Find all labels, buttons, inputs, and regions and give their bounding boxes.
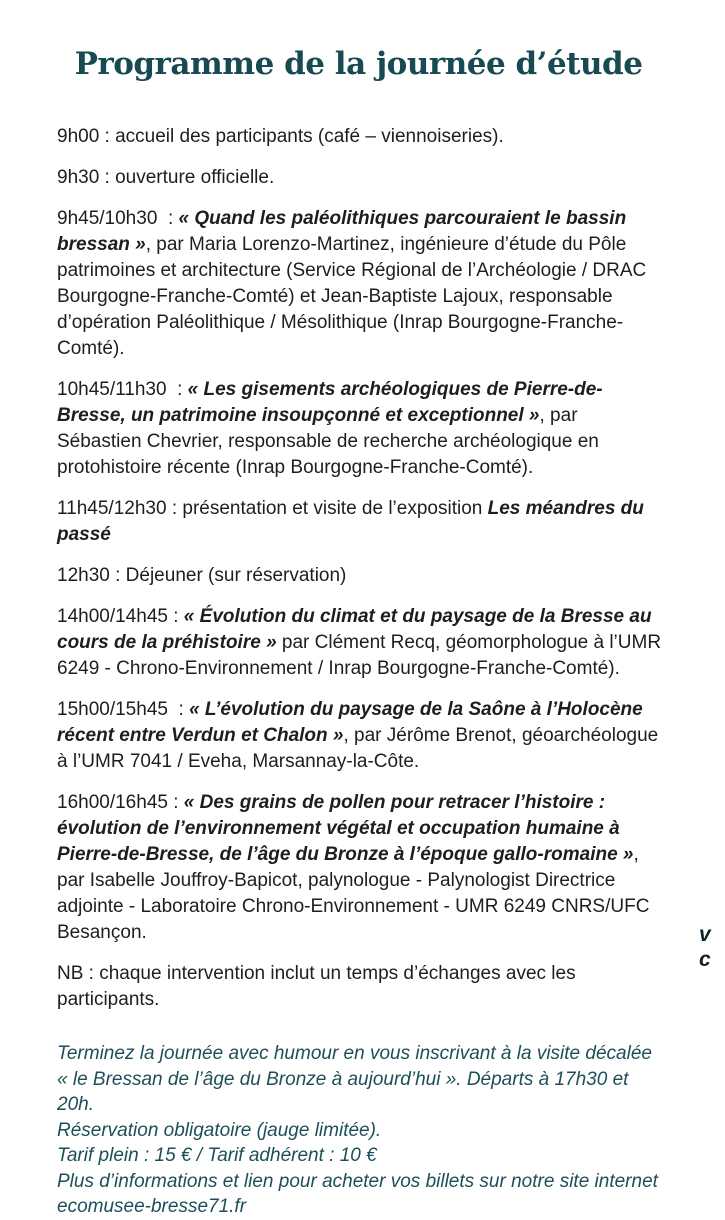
talk-title: « Des grains de pollen pour retracer l’histoire : évolution de l’environnement végétal et occupation humaine à Pierre-de-Bresse, de l’âge du Bronze à l’époque gallo-romaine »: [57, 792, 634, 865]
schedule-text: 12h30 : Déjeuner (sur réservation): [57, 565, 347, 586]
schedule-text: , par Maria Lorenzo-Martinez, ingénieure d’étude du Pôle patrimoines et architecture (Service Régional de l’Archéologie / DRAC Bourgogne-Franche-Comté) et Jean-Baptiste Lajoux, responsable d’opération Paléolithique / Mésolithique (Inrap Bourgogne-Franche-Comté).: [57, 234, 652, 359]
schedule-paragraph: [57, 377, 663, 481]
schedule-text: , par Jérôme Brenot, géoarchéologue à l’UMR 7041 / Eveha, Marsannay-la-Côte.: [57, 725, 664, 772]
schedule-paragraph: [57, 790, 663, 946]
schedule-text: 14h00/14h45 :: [57, 606, 184, 627]
schedule-paragraph: [57, 165, 663, 191]
schedule-text: 16h00/16h45 :: [57, 792, 184, 813]
cutoff-letter: c: [699, 948, 711, 971]
schedule-paragraph: [57, 563, 663, 589]
talk-title: « Quand les paléolithiques parcouraient le bassin bressan »: [57, 208, 632, 255]
closing-note: [57, 1041, 663, 1220]
schedule-text: 11h45/12h30 : présentation et visite de l’exposition: [57, 498, 488, 519]
page-title: Programme de la journée d’étude: [74, 46, 643, 82]
cutoff-letter: v: [699, 923, 711, 946]
closing-note-line: « le Bressan de l’âge du Bronze à aujourd’hui ». Départs à 17h30 et 20h.: [57, 1068, 629, 1115]
cutoff-text-fragment: [699, 922, 725, 972]
closing-note-line: Plus d’informations et lien pour acheter vos billets sur notre site internet: [57, 1170, 658, 1192]
schedule-text: 9h30 : ouverture officielle.: [57, 167, 275, 188]
talk-title: « L’évolution du paysage de la Saône à l’Holocène récent entre Verdun et Chalon »: [57, 699, 649, 746]
schedule-text: par Clément Recq, géomorphologue à l’UMR 6249 - Chrono-Environnement / Inrap Bourgogne-Franche-Comté).: [57, 632, 667, 679]
talk-title: Les méandres du passé: [57, 498, 650, 545]
schedule-text: , par Isabelle Jouffroy-Bapicot, palynologue - Palynologist Directrice adjointe - Laboratoire Chrono-Environnement - UMR 6249 CNRS/UFC Besançon.: [57, 844, 655, 943]
closing-note-line: ecomusee-bresse71.fr: [57, 1196, 247, 1217]
schedule-paragraph: [57, 496, 663, 548]
schedule-text: 9h45/10h30 :: [57, 208, 179, 229]
closing-note-line: Réservation obligatoire (jauge limitée).: [57, 1119, 382, 1141]
schedule-paragraph: [57, 604, 667, 682]
schedule-paragraph: [57, 206, 663, 362]
schedule-paragraph: [57, 124, 663, 150]
schedule-text: 15h00/15h45 :: [57, 699, 190, 720]
schedule-text: 10h45/11h30 :: [57, 379, 188, 400]
schedule-paragraph: [57, 697, 663, 775]
schedule-text: , par Sébastien Chevrier, responsable de recherche archéologique en protohistoire récente (Inrap Bourgogne-Franche-Comté).: [57, 405, 605, 478]
schedule-paragraph: [57, 961, 663, 1013]
schedule-text: 9h00 : accueil des participants (café – viennoiseries).: [57, 126, 504, 147]
schedule: [57, 124, 667, 1013]
talk-title: « Les gisements archéologiques de Pierre-de-Bresse, un patrimoine insoupçonné et exceptionnel »: [57, 379, 603, 426]
program-content: [57, 124, 667, 1220]
closing-note-line: Tarif plein : 15 € / Tarif adhérent : 10 €: [57, 1145, 377, 1166]
schedule-text: NB : chaque intervention inclut un temps d’échanges avec les participants.: [57, 963, 581, 1010]
closing-note-line: Terminez la journée avec humour en vous inscrivant à la visite décalée: [57, 1043, 652, 1064]
talk-title: « Évolution du climat et du paysage de la Bresse au cours de la préhistoire »: [57, 606, 657, 653]
